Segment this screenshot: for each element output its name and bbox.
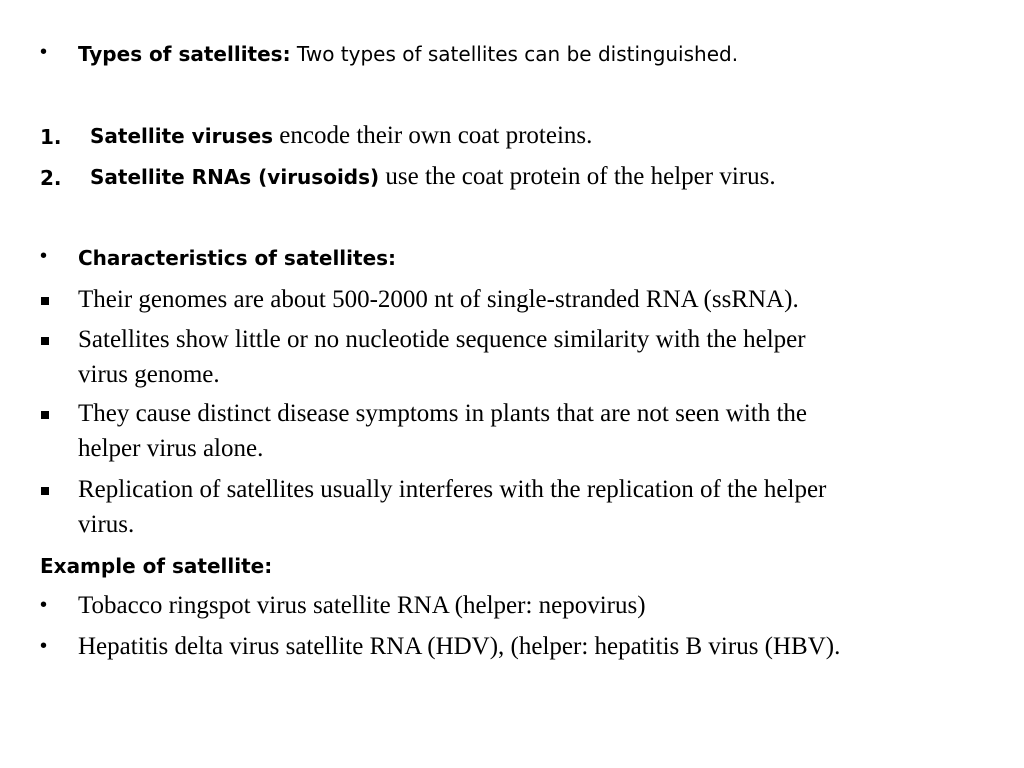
type-item [90, 163, 776, 191]
characteristic-line-cont: virus. [78, 511, 135, 538]
characteristic-line: Their genomes are about 500-2000 nt of single-stranded RNA (ssRNA). [78, 286, 799, 313]
type-text: use the coat protein of the helper virus. [379, 163, 776, 190]
type-label: Satellite RNAs (virusoids) [90, 165, 380, 189]
type-number: 2. [40, 166, 62, 190]
examples-heading: Example of satellite: [40, 554, 273, 578]
square-bullet-icon [41, 337, 49, 345]
characteristic-line-cont: helper virus alone. [78, 435, 264, 462]
square-bullet-icon [41, 411, 49, 419]
square-bullet-icon [41, 487, 49, 495]
type-label: Satellite viruses [90, 124, 274, 148]
bullet-icon: • [40, 41, 48, 63]
square-bullet-icon [41, 297, 49, 305]
bullet-icon: • [40, 635, 48, 657]
bullet-icon: • [40, 245, 48, 267]
characteristic-line: Replication of satellites usually interferes with the replication of the helper [78, 476, 827, 503]
characteristic-line: Satellites show little or no nucleotide sequence similarity with the helper [78, 326, 806, 353]
characteristics-heading: Characteristics of satellites: [78, 246, 397, 270]
type-text: encode their own coat proteins. [273, 122, 593, 149]
intro-text-line [78, 42, 738, 66]
bullet-icon: • [40, 594, 48, 616]
intro-text: Two types of satellites can be distinguished. [290, 42, 739, 66]
type-item [90, 122, 592, 150]
type-number: 1. [40, 125, 62, 149]
intro-label: Types of satellites: [78, 42, 291, 66]
example-item: Hepatitis delta virus satellite RNA (HDV), (helper: hepatitis B virus (HBV). [78, 633, 841, 660]
example-item: Tobacco ringspot virus satellite RNA (helper: nepovirus) [78, 592, 646, 619]
characteristic-line-cont: virus genome. [78, 361, 220, 388]
characteristic-line: They cause distinct disease symptoms in plants that are not seen with the [78, 400, 808, 427]
